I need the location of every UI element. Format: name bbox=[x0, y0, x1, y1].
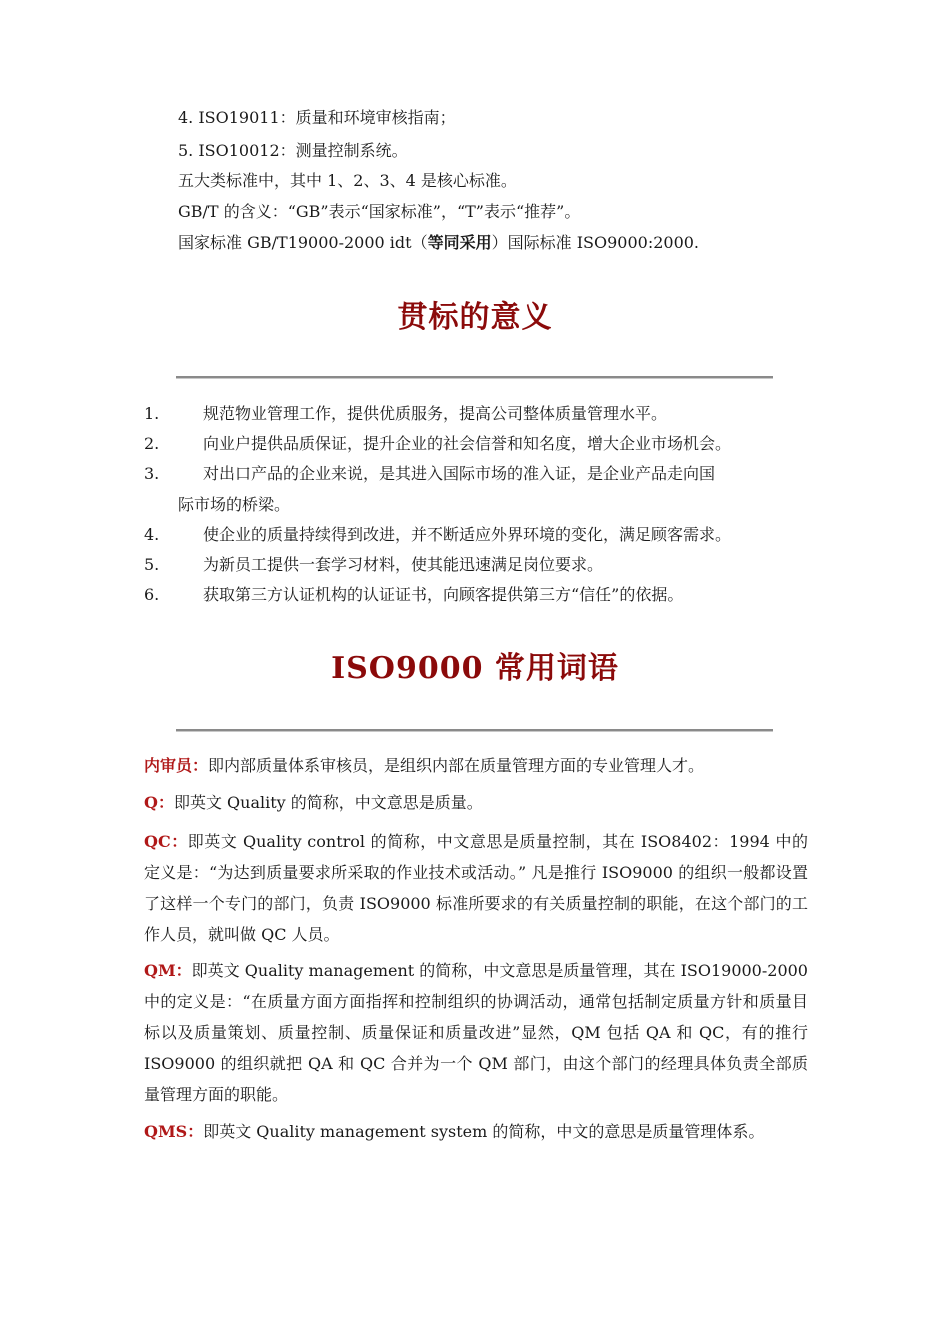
term-definition: 即英文 Quality 的简称，中文意思是质量。 bbox=[173, 793, 483, 812]
term-label: Q： bbox=[144, 793, 174, 812]
list-item-number: 4. bbox=[144, 525, 160, 544]
term-q bbox=[144, 787, 808, 818]
intro-last-before: 国家标准 GB/T19000-2000 idt（ bbox=[178, 233, 428, 252]
list-item-number: 3. bbox=[144, 464, 160, 483]
list-item-text: 为新员工提供一套学习材料，使其能迅速满足岗位要求。 bbox=[203, 555, 604, 574]
term-label: 内审员： bbox=[144, 756, 209, 775]
list-item-number: 2. bbox=[144, 434, 160, 453]
list-item-text: 使企业的质量持续得到改进，并不断适应外界环境的变化，满足顾客需求。 bbox=[203, 525, 732, 544]
list-item bbox=[144, 579, 810, 610]
term-qc bbox=[144, 826, 808, 950]
list-item-text: 获取第三方认证机构的认证证书，向顾客提供第三方“信任”的依据。 bbox=[203, 585, 684, 604]
list-item bbox=[144, 549, 810, 580]
term-label: QMS： bbox=[144, 1122, 204, 1141]
intro-last-after: ）国际标准 ISO9000:2000. bbox=[491, 233, 700, 252]
list-item-number: 6. bbox=[144, 585, 160, 604]
intro-line-iso19011: 4. ISO19011：质量和环境审核指南； bbox=[178, 108, 456, 127]
term-definition: 即内部质量体系审核员，是组织内部在质量管理方面的专业管理人才。 bbox=[208, 756, 705, 775]
term-label: QM： bbox=[144, 961, 192, 980]
list-item-number: 1. bbox=[144, 404, 160, 423]
list-item-text: 对出口产品的企业来说，是其进入国际市场的准入证，是企业产品走向国 bbox=[203, 464, 716, 483]
list-item bbox=[144, 428, 810, 459]
section-heading-iso9000-terms: ISO9000 常用词语 bbox=[331, 651, 619, 686]
intro-line-gbt-meaning: GB/T 的含义：“GB”表示“国家标准”，“T”表示“推荐”。 bbox=[178, 202, 581, 221]
list-item-text: 向业户提供品质保证，提升企业的社会信誉和知名度，增大企业市场机会。 bbox=[203, 434, 732, 453]
term-qm bbox=[144, 955, 808, 1110]
list-item bbox=[144, 458, 810, 520]
intro-line-iso10012: 5. ISO10012：测量控制系统。 bbox=[178, 141, 408, 160]
list-item-text: 规范物业管理工作，提供优质服务，提高公司整体质量管理水平。 bbox=[203, 404, 668, 423]
intro-line-national-standard bbox=[178, 233, 699, 253]
term-qms bbox=[144, 1116, 808, 1147]
term-internal-auditor bbox=[144, 750, 808, 781]
section-heading-significance: 贯标的意义 bbox=[397, 300, 553, 335]
term-definition: 即英文 Quality management 的简称，中文意思是质量管理，其在 ISO19000-2000 中的定义是：“在质量方面方面指挥和控制组织的协调活动，通常包括制定质量方针和质量目标以及质量策划、质量控制、质量保证和质量改进”显然，QM 包括 QA 和 QC，有的推行 ISO9000 的组织就把 QA 和 QC 合并为一个 QM 部门，由这个部门的经理具体负责全部质量管理方面的职能。 bbox=[144, 961, 808, 1104]
section-divider bbox=[176, 729, 773, 732]
term-definition: 即英文 Quality management system 的简称，中文的意思是质量管理体系。 bbox=[203, 1122, 765, 1141]
list-item bbox=[144, 519, 810, 550]
term-label: QC： bbox=[144, 832, 188, 851]
intro-line-core-standards: 五大类标准中，其中 1、2、3、4 是核心标准。 bbox=[178, 171, 517, 190]
intro-last-bold: 等同采用 bbox=[427, 233, 492, 252]
section-divider bbox=[176, 376, 773, 379]
term-definition: 即英文 Quality control 的简称，中文意思是质量控制，其在 ISO8402：1994 中的定义是：“为达到质量要求所采取的作业技术或活动。” 凡是推行 ISO9000 的组织一般都设置了这样一个专门的部门，负责 ISO9000 标准所要求的有关质量控制的职能，在这个部门的工作人员，就叫做 QC 人员。 bbox=[144, 832, 808, 944]
list-item bbox=[144, 398, 810, 429]
list-item-number: 5. bbox=[144, 555, 160, 574]
list-item-continuation: 际市场的桥梁。 bbox=[178, 495, 291, 514]
